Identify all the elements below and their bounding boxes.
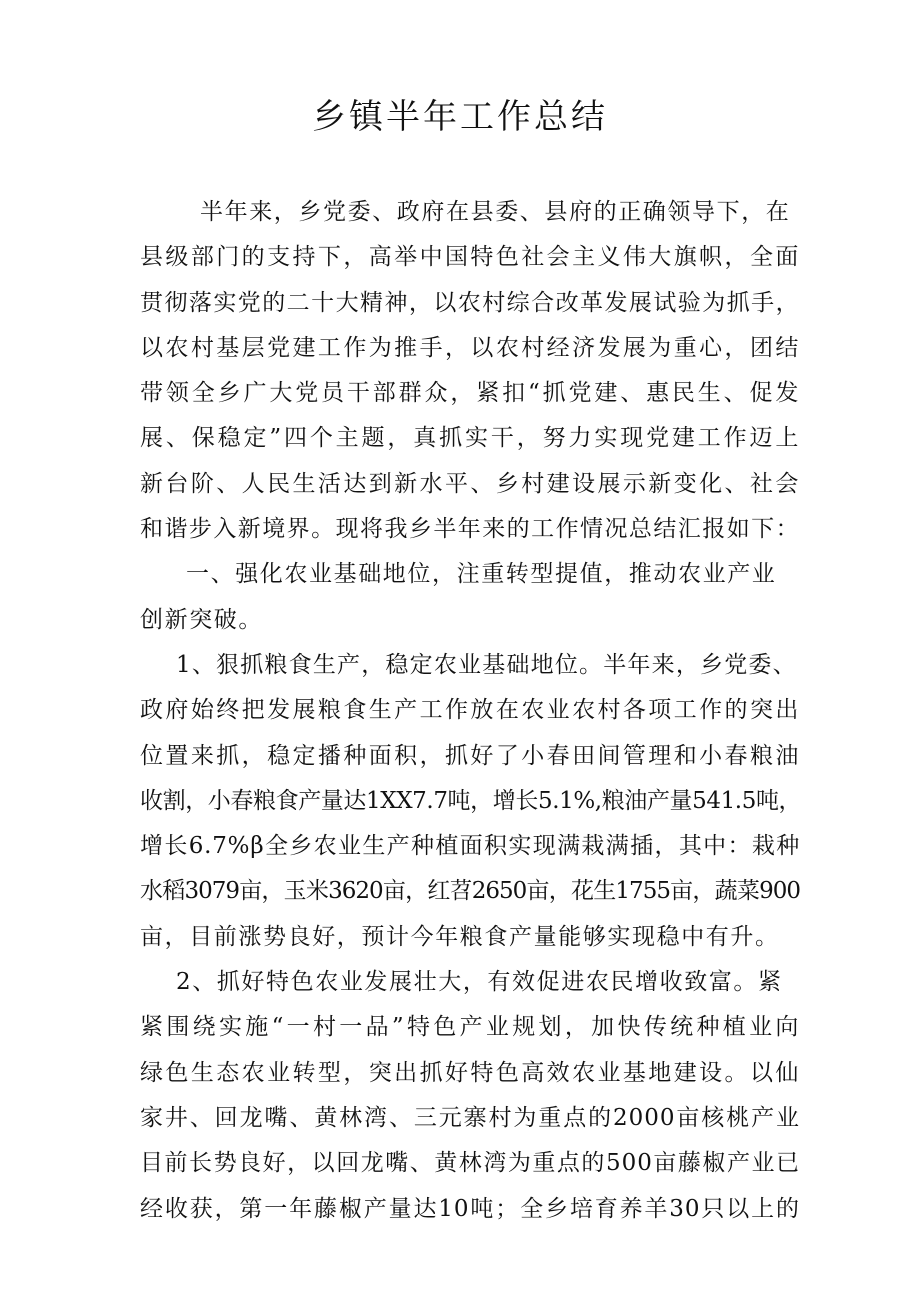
paragraph-line: 家井、回龙嘴、黄林湾、三元寨村为重点的2000亩核桃产业 <box>140 1104 800 1131</box>
paragraph-line: 位置来抓，稳定播种面积，抓好了小春田间管理和小春粮油 <box>140 742 800 769</box>
document-body <box>140 190 800 1232</box>
section-heading-line: 一、强化农业基础地位，注重转型提值，推动农业产业 <box>186 561 777 588</box>
section-heading-line: 创新突破。 <box>140 606 263 633</box>
paragraph-line: 2、抓好特色农业发展壮大，有效促进农民增收致富。紧 <box>176 969 783 996</box>
paragraph-line: 以农村基层党建工作为推手，以农村经济发展为重心，团结 <box>140 334 800 361</box>
paragraph-line: 经收获，第一年藤椒产量达10吨；全乡培育养羊30只以上的 <box>140 1195 800 1222</box>
paragraph-line: 目前长势良好，以回龙嘴、黄林湾为重点的500亩藤椒产业已 <box>140 1150 800 1177</box>
paragraph-line: 和谐步入新境界。现将我乡半年来的工作情况总结汇报如下： <box>140 516 800 543</box>
paragraph-line: 亩，目前涨势良好，预计今年粮食产量能够实现稳中有升。 <box>140 923 780 950</box>
paragraph-line: 水稻3079亩，玉米3620亩，红苕2650亩，花生1755亩，蔬菜900 <box>140 878 800 905</box>
paragraph-line: 1、狠抓粮食生产，稳定农业基础地位。半年来，乡党委、 <box>176 651 797 678</box>
paragraph-line: 绿色生态农业转型，突出抓好特色高效农业基地建设。以仙 <box>140 1059 800 1086</box>
paragraph-line: 展、保稳定”四个主题，真抓实干，努力实现党建工作迈上 <box>140 425 800 452</box>
paragraph-line: 半年来，乡党委、政府在县委、县府的正确领导下，在 <box>200 199 791 225</box>
paragraph-line: 收割，小春粮食产量达1XX7.7吨，增长5.1%,粮油产量541.5吨， <box>140 787 802 814</box>
paragraph-line: 县级部门的支持下，高举中国特色社会主义伟大旗帜，全面 <box>140 244 800 271</box>
paragraph-line: 增长6.7%β全乡农业生产种植面积实现满栽满插，其中：栽种 <box>140 833 800 860</box>
paragraph-line: 紧围绕实施“一村一品”特色产业规划，加快传统种植业向 <box>140 1014 800 1041</box>
paragraph-line: 贯彻落实党的二十大精神，以农村综合改革发展试验为抓手， <box>140 289 800 316</box>
paragraph-line: 政府始终把发展粮食生产工作放在农业农村各项工作的突出 <box>140 697 800 724</box>
paragraph-line: 新台阶、人民生活达到新水平、乡村建设展示新变化、社会 <box>140 470 800 497</box>
document-title: 乡镇半年工作总结 <box>312 97 608 137</box>
paragraph-line: 带领全乡广大党员干部群众，紧扣“抓党建、惠民生、促发 <box>140 380 800 407</box>
